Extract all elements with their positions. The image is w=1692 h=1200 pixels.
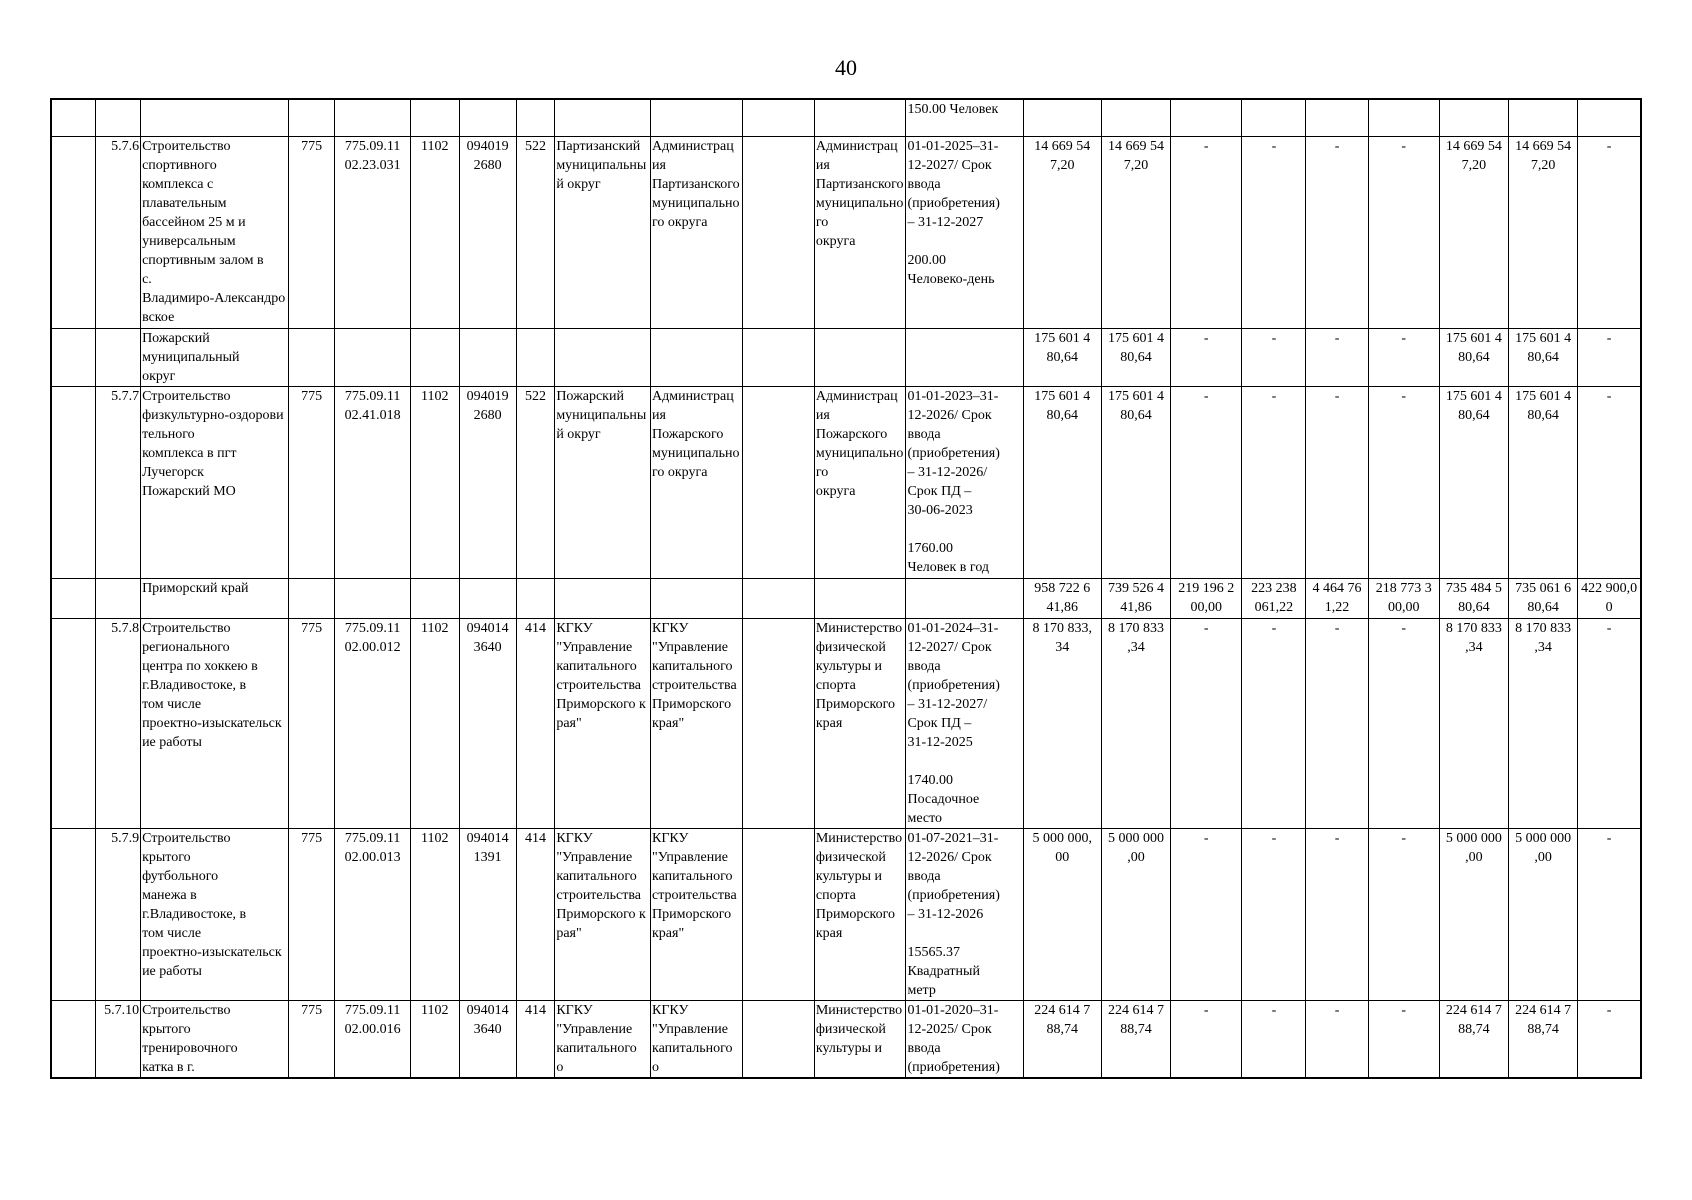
grbs-code: 775 xyxy=(288,386,335,578)
amount-col-9: - xyxy=(1578,618,1641,828)
amount-col-5: - xyxy=(1306,136,1368,328)
amount-col-6: - xyxy=(1368,328,1439,386)
amount-col-4: - xyxy=(1242,136,1306,328)
amount-col-3: - xyxy=(1171,386,1242,578)
grbs-code xyxy=(288,578,335,618)
responsible-body: Министерство физической культуры и спорта Приморского края xyxy=(814,828,906,1000)
amount-col-4: - xyxy=(1242,1000,1306,1078)
object-code: 775.09.11 02.00.013 xyxy=(335,828,410,1000)
expense-type-code: 414 xyxy=(516,1000,555,1078)
amount-total: 958 722 6 41,86 xyxy=(1023,578,1101,618)
amount-col-6: 218 773 3 00,00 xyxy=(1368,578,1439,618)
target-article-code: 094019 2680 xyxy=(459,386,516,578)
amount-col-6 xyxy=(1368,99,1439,136)
amount-col-6: - xyxy=(1368,136,1439,328)
municipality xyxy=(555,99,651,136)
object-name: Пожарский муниципальный округ xyxy=(141,328,289,386)
row-number xyxy=(96,578,141,618)
customer: Администрация Пожарского муниципального округа xyxy=(650,386,742,578)
amount-col-9: - xyxy=(1578,328,1641,386)
amount-col-7: 224 614 7 88,74 xyxy=(1439,1000,1508,1078)
responsible-body: Министерство физической культуры и спорта Приморского края xyxy=(814,618,906,828)
grbs-code: 775 xyxy=(288,618,335,828)
row-number: 5.7.6 xyxy=(96,136,141,328)
amount-col-7: 5 000 000 ,00 xyxy=(1439,828,1508,1000)
grbs-code xyxy=(288,328,335,386)
page-number: 40 xyxy=(835,55,857,80)
timeline-capacity: 01-01-2024–31- 12-2027/ Срок ввода (приобретения) – 31-12-2027/ Срок ПД – 31-12-2025 1740.00 Посадочное место xyxy=(906,618,1023,828)
amount-col-4: - xyxy=(1242,618,1306,828)
amount-col-7: 14 669 54 7,20 xyxy=(1439,136,1508,328)
blank-cell xyxy=(742,328,814,386)
table-row xyxy=(51,99,1641,136)
table-row xyxy=(51,578,1641,618)
amount-col-2: 5 000 000 ,00 xyxy=(1101,828,1170,1000)
target-article-code xyxy=(459,328,516,386)
amount-col-6: - xyxy=(1368,386,1439,578)
amount-col-2: 224 614 7 88,74 xyxy=(1101,1000,1170,1078)
table-row xyxy=(51,1000,1641,1078)
responsible-body xyxy=(814,99,906,136)
amount-col-5 xyxy=(1306,99,1368,136)
amount-col-3 xyxy=(1171,99,1242,136)
grbs-code xyxy=(288,99,335,136)
target-article-code xyxy=(459,99,516,136)
municipality: КГКУ "Управление капитального о xyxy=(555,1000,651,1078)
target-article-code: 094014 3640 xyxy=(459,1000,516,1078)
municipality xyxy=(555,578,651,618)
amount-col-5: - xyxy=(1306,828,1368,1000)
section-code: 1102 xyxy=(410,386,459,578)
customer: КГКУ "Управление капитального о xyxy=(650,1000,742,1078)
blank-cell xyxy=(742,386,814,578)
object-code: 775.09.11 02.41.018 xyxy=(335,386,410,578)
amount-col-4: - xyxy=(1242,386,1306,578)
object-name: Строительство крытого футбольного манежа в г.Владивостоке, в том числе проектно-изыскательские работы xyxy=(141,828,289,1000)
blank-cell xyxy=(742,828,814,1000)
blank-cell xyxy=(742,618,814,828)
target-article-code: 094014 1391 xyxy=(459,828,516,1000)
timeline-capacity: 01-07-2021–31- 12-2026/ Срок ввода (приобретения) – 31-12-2026 15565.37 Квадратный метр xyxy=(906,828,1023,1000)
amount-col-4 xyxy=(1242,99,1306,136)
responsible-body: Администрация Пожарского муниципального округа xyxy=(814,386,906,578)
amount-col-9: - xyxy=(1578,1000,1641,1078)
investment-objects-table xyxy=(50,98,1642,1079)
target-article-code: 094019 2680 xyxy=(459,136,516,328)
blank-cell xyxy=(742,578,814,618)
responsible-body: Министерство физической культуры и xyxy=(814,1000,906,1078)
row-number xyxy=(96,328,141,386)
amount-col-9: - xyxy=(1578,386,1641,578)
amount-col-6: - xyxy=(1368,828,1439,1000)
grbs-code: 775 xyxy=(288,1000,335,1078)
table-row xyxy=(51,828,1641,1000)
expense-type-code xyxy=(516,328,555,386)
grbs-code: 775 xyxy=(288,828,335,1000)
amount-col-5: 4 464 76 1,22 xyxy=(1306,578,1368,618)
expense-type-code: 522 xyxy=(516,386,555,578)
amount-col-9: - xyxy=(1578,136,1641,328)
amount-col-3: - xyxy=(1171,136,1242,328)
amount-col-8: 8 170 833 ,34 xyxy=(1509,618,1578,828)
amount-col-6: - xyxy=(1368,618,1439,828)
amount-col-8 xyxy=(1509,99,1578,136)
amount-total xyxy=(1023,99,1101,136)
timeline-capacity xyxy=(906,328,1023,386)
blank-cell xyxy=(742,99,814,136)
expense-type-code: 414 xyxy=(516,828,555,1000)
object-name xyxy=(141,99,289,136)
customer xyxy=(650,99,742,136)
target-article-code xyxy=(459,578,516,618)
object-name: Строительство регионального центра по хоккею в г.Владивостоке, в том числе проектно-изыскательские работы xyxy=(141,618,289,828)
object-name: Строительство физкультурно-оздоровительного комплекса в пгт Лучегорск Пожарский МО xyxy=(141,386,289,578)
amount-col-4: - xyxy=(1242,328,1306,386)
amount-col-2 xyxy=(1101,99,1170,136)
timeline-capacity xyxy=(906,578,1023,618)
blank-margin-cell xyxy=(51,99,96,136)
municipality xyxy=(555,328,651,386)
amount-total: 175 601 4 80,64 xyxy=(1023,328,1101,386)
amount-col-7: 8 170 833 ,34 xyxy=(1439,618,1508,828)
municipality: КГКУ "Управление капитального строительства Приморского края" xyxy=(555,828,651,1000)
customer xyxy=(650,578,742,618)
object-code: 775.09.11 02.23.031 xyxy=(335,136,410,328)
amount-col-5: - xyxy=(1306,1000,1368,1078)
amount-total: 5 000 000, 00 xyxy=(1023,828,1101,1000)
amount-total: 175 601 4 80,64 xyxy=(1023,386,1101,578)
amount-col-7: 735 484 5 80,64 xyxy=(1439,578,1508,618)
object-name: Приморский край xyxy=(141,578,289,618)
row-number: 5.7.8 xyxy=(96,618,141,828)
section-code: 1102 xyxy=(410,828,459,1000)
row-number: 5.7.9 xyxy=(96,828,141,1000)
table-row xyxy=(51,386,1641,578)
section-code xyxy=(410,99,459,136)
amount-col-3: - xyxy=(1171,618,1242,828)
blank-cell xyxy=(742,136,814,328)
section-code: 1102 xyxy=(410,618,459,828)
table-row xyxy=(51,618,1641,828)
customer: КГКУ "Управление капитального строительства Приморского края" xyxy=(650,828,742,1000)
blank-margin-cell xyxy=(51,618,96,828)
amount-col-4: 223 238 061,22 xyxy=(1242,578,1306,618)
object-code xyxy=(335,578,410,618)
customer: КГКУ "Управление капитального строительства Приморского края" xyxy=(650,618,742,828)
amount-col-7: 175 601 4 80,64 xyxy=(1439,328,1508,386)
amount-total: 8 170 833, 34 xyxy=(1023,618,1101,828)
blank-margin-cell xyxy=(51,328,96,386)
amount-col-5: - xyxy=(1306,618,1368,828)
amount-col-9: 422 900,0 0 xyxy=(1578,578,1641,618)
row-number: 5.7.7 xyxy=(96,386,141,578)
amount-total: 224 614 7 88,74 xyxy=(1023,1000,1101,1078)
amount-col-8: 175 601 4 80,64 xyxy=(1509,328,1578,386)
amount-col-8: 224 614 7 88,74 xyxy=(1509,1000,1578,1078)
expense-type-code: 522 xyxy=(516,136,555,328)
timeline-capacity: 01-01-2025–31- 12-2027/ Срок ввода (приобретения) – 31-12-2027 200.00 Человеко-день xyxy=(906,136,1023,328)
target-article-code: 094014 3640 xyxy=(459,618,516,828)
customer: Администрация Партизанского муниципального округа xyxy=(650,136,742,328)
amount-col-9: - xyxy=(1578,828,1641,1000)
municipality: Партизанский муниципальный округ xyxy=(555,136,651,328)
object-code: 775.09.11 02.00.016 xyxy=(335,1000,410,1078)
grbs-code: 775 xyxy=(288,136,335,328)
amount-col-2: 175 601 4 80,64 xyxy=(1101,386,1170,578)
table-row xyxy=(51,328,1641,386)
amount-col-2: 14 669 54 7,20 xyxy=(1101,136,1170,328)
amount-col-8: 175 601 4 80,64 xyxy=(1509,386,1578,578)
timeline-capacity: 150.00 Человек xyxy=(906,99,1023,136)
amount-col-6: - xyxy=(1368,1000,1439,1078)
amount-col-8: 5 000 000 ,00 xyxy=(1509,828,1578,1000)
section-code: 1102 xyxy=(410,136,459,328)
blank-margin-cell xyxy=(51,828,96,1000)
table-row xyxy=(51,136,1641,328)
object-code xyxy=(335,99,410,136)
municipality: КГКУ "Управление капитального строительства Приморского края" xyxy=(555,618,651,828)
amount-col-5: - xyxy=(1306,386,1368,578)
amount-col-8: 735 061 6 80,64 xyxy=(1509,578,1578,618)
section-code xyxy=(410,578,459,618)
timeline-capacity: 01-01-2020–31- 12-2025/ Срок ввода (приобретения) xyxy=(906,1000,1023,1078)
row-number: 5.7.10 xyxy=(96,1000,141,1078)
object-name: Строительство спортивного комплекса с плавательным бассейном 25 м и универсальным спортивным залом в с. Владимиро-Александровское xyxy=(141,136,289,328)
amount-col-2: 739 526 4 41,86 xyxy=(1101,578,1170,618)
expense-type-code: 414 xyxy=(516,618,555,828)
amount-col-4: - xyxy=(1242,828,1306,1000)
amount-col-3: 219 196 2 00,00 xyxy=(1171,578,1242,618)
blank-margin-cell xyxy=(51,578,96,618)
blank-margin-cell xyxy=(51,136,96,328)
object-code: 775.09.11 02.00.012 xyxy=(335,618,410,828)
responsible-body xyxy=(814,578,906,618)
blank-margin-cell xyxy=(51,386,96,578)
amount-col-9 xyxy=(1578,99,1641,136)
blank-margin-cell xyxy=(51,1000,96,1078)
object-name: Строительство крытого тренировочного катка в г. xyxy=(141,1000,289,1078)
amount-col-3: - xyxy=(1171,328,1242,386)
expense-type-code xyxy=(516,99,555,136)
amount-col-3: - xyxy=(1171,1000,1242,1078)
amount-col-2: 175 601 4 80,64 xyxy=(1101,328,1170,386)
section-code: 1102 xyxy=(410,1000,459,1078)
expense-type-code xyxy=(516,578,555,618)
blank-cell xyxy=(742,1000,814,1078)
amount-col-8: 14 669 54 7,20 xyxy=(1509,136,1578,328)
customer xyxy=(650,328,742,386)
object-code xyxy=(335,328,410,386)
timeline-capacity: 01-01-2023–31- 12-2026/ Срок ввода (приобретения) – 31-12-2026/ Срок ПД – 30-06-2023 1760.00 Человек в год xyxy=(906,386,1023,578)
responsible-body xyxy=(814,328,906,386)
municipality: Пожарский муниципальный округ xyxy=(555,386,651,578)
amount-total: 14 669 54 7,20 xyxy=(1023,136,1101,328)
section-code xyxy=(410,328,459,386)
amount-col-7 xyxy=(1439,99,1508,136)
amount-col-3: - xyxy=(1171,828,1242,1000)
amount-col-5: - xyxy=(1306,328,1368,386)
row-number xyxy=(96,99,141,136)
amount-col-7: 175 601 4 80,64 xyxy=(1439,386,1508,578)
amount-col-2: 8 170 833 ,34 xyxy=(1101,618,1170,828)
responsible-body: Администрация Партизанского муниципального округа xyxy=(814,136,906,328)
